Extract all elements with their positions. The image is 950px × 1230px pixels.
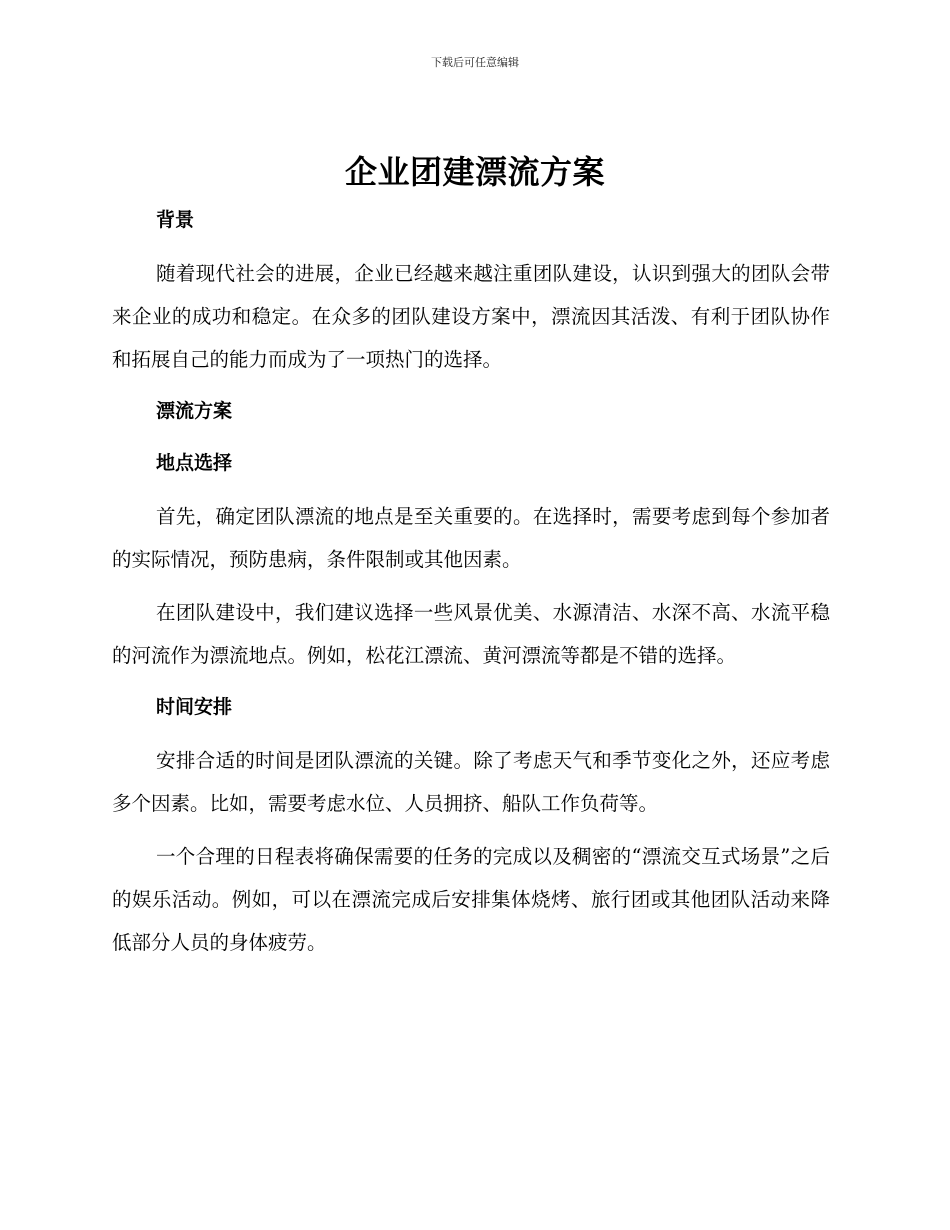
paragraph-background: 随着现代社会的进展，企业已经越来越注重团队建设，认识到强大的团队会带来企业的成功和稳定。在众多的团队建设方案中，漂流因其活泼、有利于团队协作和拓展自己的能力而成为了一项热门的选择。 — [112, 262, 830, 371]
paragraph-location-2: 在团队建设中，我们建议选择一些风景优美、水源清洁、水深不高、水流平稳的河流作为漂流地点。例如，松花江漂流、黄河漂流等都是不错的选择。 — [112, 601, 830, 667]
paragraph-time-2: 一个合理的日程表将确保需要的任务的完成以及稠密的“漂流交互式场景”之后的娱乐活动。例如，可以在漂流完成后安排集体烧烤、旅行团或其他团队活动来降低部分人员的身体疲劳。 — [112, 845, 830, 954]
document-title: 企业团建漂流方案 — [344, 153, 605, 191]
section-heading-location: 地点选择 — [156, 452, 233, 474]
document-body — [112, 200, 830, 974]
section-heading-plan: 漂流方案 — [156, 400, 233, 422]
section-heading-background: 背景 — [156, 209, 195, 231]
page-header-note: 下载后可任意编辑 — [431, 56, 519, 69]
section-heading-time: 时间安排 — [156, 696, 233, 718]
paragraph-location-1: 首先，确定团队漂流的地点是至关重要的。在选择时，需要考虑到每个参加者的实际情况，预防患病，条件限制或其他因素。 — [112, 505, 830, 571]
paragraph-time-1: 安排合适的时间是团队漂流的关键。除了考虑天气和季节变化之外，还应考虑多个因素。比如，需要考虑水位、人员拥挤、船队工作负荷等。 — [112, 749, 830, 815]
